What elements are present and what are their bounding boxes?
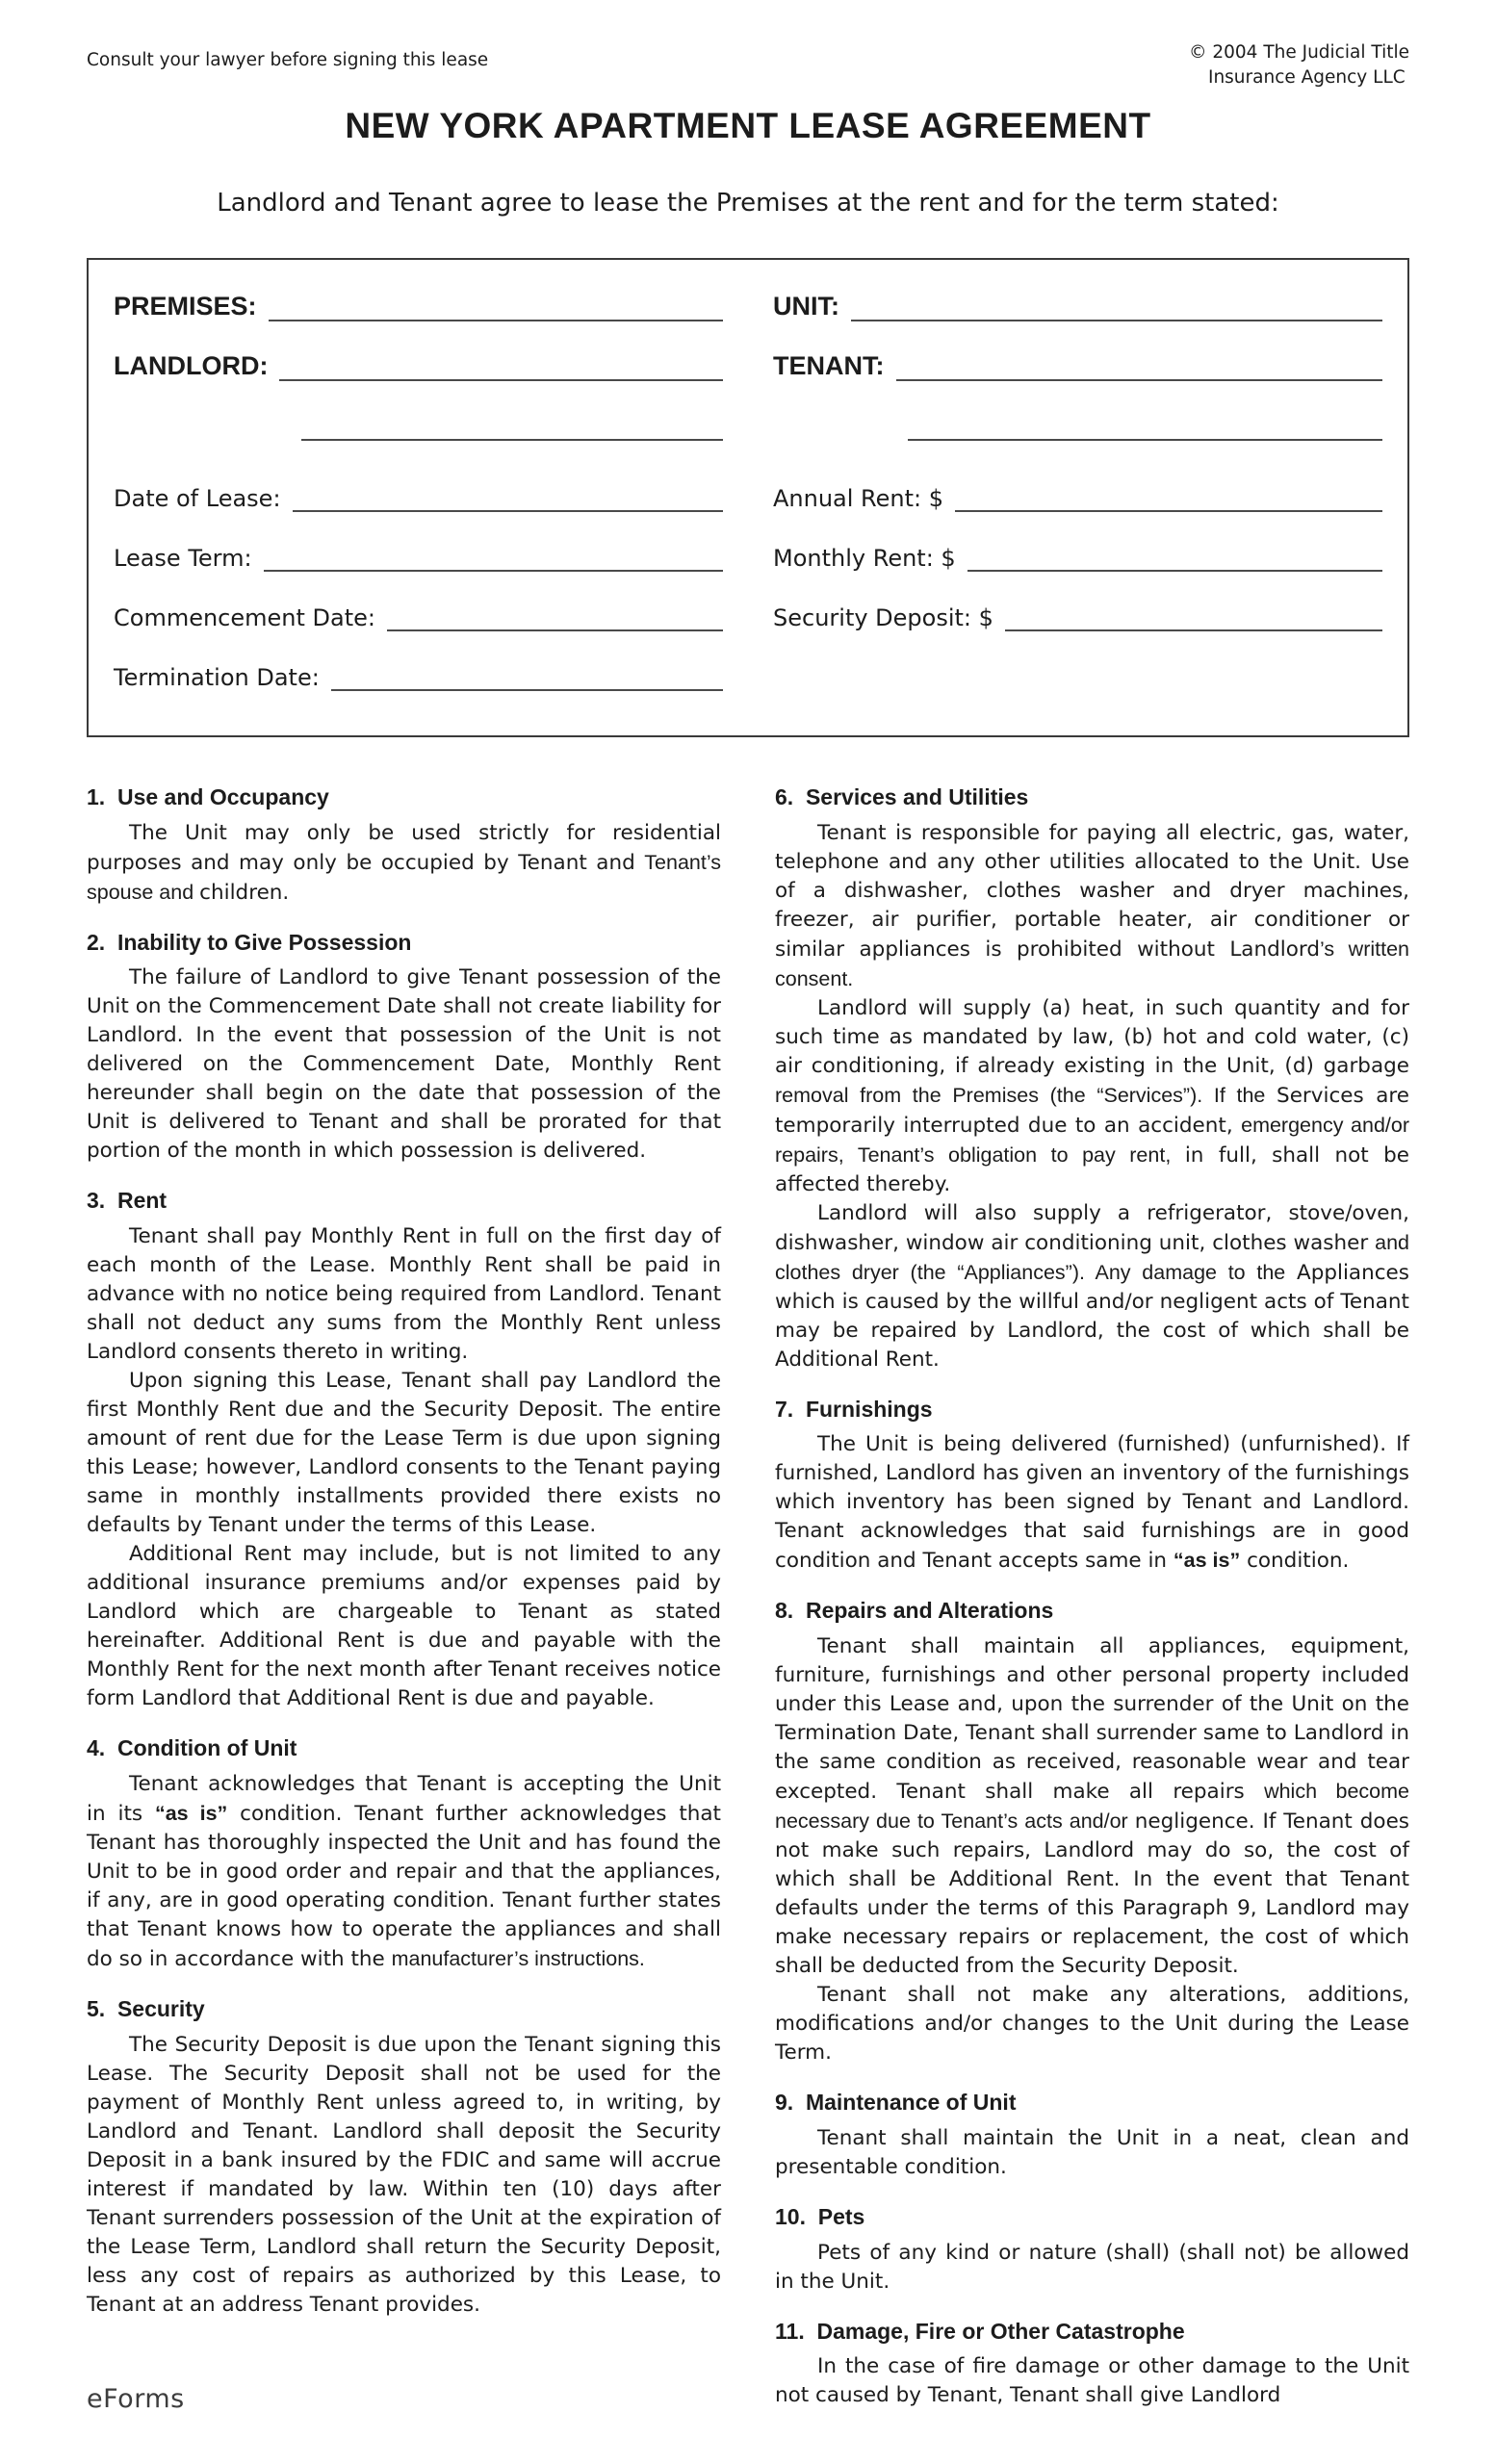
text-run: and clothes dryer (the “Appliances”). Any damage to the [775,1230,1409,1284]
text-run: removal from the Premises (the “Services”). If the [775,1083,1277,1107]
text-run: in full, shall not be affected thereby. [775,1142,1409,1196]
paragraph [775,2352,1409,2410]
text-run: Landlord will supply (a) heat, in such quantity and for such time as mandated by law, (b) hot and cold water, (c) air conditioning, if already existing in the Unit, (d) garbage [775,995,1409,1078]
paragraph [775,1430,1409,1576]
annual-rent-cell [773,479,1382,512]
tenant-label: TENANT: [773,350,885,380]
text-run: Appliances which is caused by the willful and/or negligent acts of Tenant may be repaired by Landlord, the cost of which shall be Additional Rent. [775,1260,1409,1372]
section-heading: 9. Maintenance of Unit [775,2090,1017,2116]
tenant-continuation-blank-field [908,408,1382,441]
paragraph [775,2239,1409,2297]
tenant-cell [773,348,1382,381]
termination-date-blank-field [331,658,723,691]
document-header [87,40,1409,90]
text-run: condition. [1240,1549,1350,1574]
landlord-blank-field [279,348,723,381]
section-heading: 2. Inability to Give Possession [87,929,412,955]
landlord-label: LANDLORD: [114,350,269,380]
form-row-premises-unit [114,289,1382,321]
security-deposit-label: Security Deposit: $ [773,603,993,631]
text-run: “as is” [154,1801,228,1825]
paragraph [775,1632,1409,1981]
text-run: Tenant is responsible for paying all electric, gas, water, telephone and any other utilities allocated to the Unit. Use of a dishwasher, clothes washer and dryer machines, freezer, air purifier, portable heater, air conditioner or similar appliances is prohibited without Landlord [775,820,1409,962]
monthly-rent-cell [773,539,1382,572]
form-row-continuation-lines [114,408,1382,441]
page-title: NEW YORK APARTMENT LEASE AGREEMENT [345,105,1151,145]
text-run: emergency and/or repairs, Tenant’s obligation to pay rent, [775,1113,1409,1167]
disclaimer-text: Consult your lawyer before signing this lease [87,50,489,70]
section-heading: 10. Pets [775,2203,865,2229]
form-row-commencement-security [114,599,1382,631]
right-column [775,783,1409,2411]
text-run: Tenant shall not make any alterations, additions, modifications and/or changes to the Unit during the Lease Term. [775,1983,1409,2066]
paragraph [775,1981,1409,2067]
text-run: Tenant acknowledges that Tenant is accepting the Unit in its [87,1771,721,1826]
lease-term-blank-field [264,539,723,572]
text-run: The Unit may only be used strictly for residential purposes and may only be occupied by Tenant and [87,820,721,875]
security-deposit-cell [773,599,1382,631]
paragraph [87,1770,721,1974]
text-run: Landlord will also supply a refrigerator, stove/oven, dishwasher, window air conditioning unit, clothes washer [775,1200,1409,1255]
paragraph [775,994,1409,1199]
section-heading: 3. Rent [87,1188,168,1214]
commencement-date-label: Commencement Date: [114,603,375,631]
section-heading: 11. Damage, Fire or Other Catastrophe [775,2318,1185,2344]
section-heading: 6. Services and Utilities [775,783,1029,809]
text-run: The Security Deposit is due upon the Tenant signing this Lease. The Security Deposit shall not be used for the payment of Monthly Rent unless agreed to, in writing, by Landlord and Tenant. Landlord shall deposit the Security Deposit in a bank insured by the FDIC and same will accrue interest if mandated by law. Within ten (10) days after Tenant surrenders possession of the Unit at the expiration of the Lease Term, Landlord shall return the Security Deposit, less any cost of repairs as authorized by this Lease, to Tenant at an address Tenant provides. [87,2032,721,2317]
left-column [87,783,721,2411]
date-of-lease-blank-field [293,479,723,512]
section-heading: 5. Security [87,1995,205,2021]
text-run: Upon signing this Lease, Tenant shall pay Landlord the first Monthly Rent due and the Security Deposit. The entire amount of rent due for the Lease Term is due upon signing this Lease; however, Landlord consents to the Tenant paying same in monthly installments provided there exists no defaults by Tenant under the terms of this Lease. [87,1369,721,1538]
paragraph [87,819,721,908]
annual-rent-blank-field [955,479,1382,512]
tenant-blank-field [896,348,1383,381]
unit-cell [773,289,1382,321]
lease-term-label: Lease Term: [114,544,252,572]
text-run: The failure of Landlord to give Tenant possession of the Unit on the Commencement Date shall not create liability for Landlord. In the event that possession of the Unit is not delivered on the Commencement Date, Monthly Rent hereunder shall begin on the date that possession of the Unit is delivered to Tenant and shall be prorated for that portion of the month in which possession is delivered. [87,965,721,1164]
copyright-block [1189,40,1409,90]
section-heading: 7. Furnishings [775,1396,933,1422]
tenant-continuation-cell [773,408,1382,441]
text-run: ’s written consent. [775,937,1410,990]
text-run: Tenant shall maintain the Unit in a neat, clean and presentable condition. [775,2125,1409,2179]
text-run: In the case of fire damage or other damage to the Unit not caused by Tenant, Tenant shall give Landlord [775,2354,1409,2408]
date-of-lease-cell [114,479,723,512]
body-columns [87,783,1409,2411]
section-heading: 8. Repairs and Alterations [775,1598,1054,1624]
form-row-leaseterm-monthlyrent [114,539,1382,572]
lease-term-cell [114,539,723,572]
form-row-termination [114,658,1382,691]
lease-terms-box [87,258,1409,737]
text-run: Tenant shall maintain all appliances, equipment, furniture, furnishings and other personal property included under this Lease and, upon the surrender of the Unit on the Termination Date, Tenant shall surrender same to Landlord in the same condition as received, reasonable wear and tear excepted. Tenant shall make all repairs [775,1634,1409,1805]
annual-rent-label: Annual Rent: $ [773,484,944,512]
section-heading: 1. Use and Occupancy [87,783,329,809]
unit-label: UNIT: [773,291,839,321]
paragraph [775,819,1409,994]
security-deposit-blank-field [1005,599,1382,631]
termination-row-spacer [773,658,1382,691]
text-run: which become necessary due to Tenant’s acts and/or [775,1780,1409,1834]
monthly-rent-blank-field [967,539,1382,572]
section-heading: 4. Condition of Unit [87,1735,297,1761]
text-run: Tenant shall pay Monthly Rent in full on the first day of each month of the Lease. Monthly Rent shall be paid in advance with no notice being required from Landlord. Tenant shall not deduct any sums from the Monthly Rent unless Landlord consents thereto in writing. [87,1224,721,1365]
text-run: Tenant’s spouse and [87,850,721,904]
text-run: “as is” [1173,1549,1241,1573]
paragraph [87,1367,721,1540]
text-run: condition. Tenant further acknowledges that Tenant has thoroughly inspected the Unit and has found the Unit to be in good order and repair and that the appliances, if any, are in good operating condition. Tenant further states that Tenant knows how to operate the appliances and shall do so in accordance with the [87,1801,721,1971]
text-run: Pets of any kind or nature (shall) (shall not) be allowed in the Unit. [775,2240,1409,2294]
commencement-date-blank-field [387,599,723,631]
paragraph [775,1199,1409,1374]
commencement-date-cell [114,599,723,631]
copyright-line1: © 2004 The Judicial Title [1188,42,1409,63]
form-row-date-annualrent [114,479,1382,512]
text-run: children. [199,880,290,905]
form-row-landlord-tenant [114,348,1382,381]
paragraph [87,1540,721,1713]
eforms-logo: eForms [87,2384,185,2414]
landlord-continuation-cell [114,408,723,441]
text-run: The Unit is being delivered (furnished) (unfurnished). If furnished, Landlord has given an inventory of the furnishings which inventory has been signed by Tenant and Landlord. Tenant acknowledges that said furnishings are in good condition and Tenant accepts same in [775,1432,1409,1574]
landlord-continuation-blank-field [301,408,723,441]
termination-date-cell [114,658,723,691]
document-subtitle: Landlord and Tenant agree to lease the Premises at the rent and for the term stated: [217,188,1279,218]
date-of-lease-label: Date of Lease: [114,484,281,512]
premises-label: PREMISES: [114,291,257,321]
paragraph [775,2124,1409,2182]
paragraph [87,1222,721,1367]
text-run: Services are temporarily interrupted due to an accident, [775,1083,1410,1138]
paragraph [87,2031,721,2320]
premises-cell [114,289,723,321]
premises-blank-field [269,289,723,321]
text-run: manufacturer’s instructions. [391,1946,645,1970]
text-run: negligence. If Tenant does not make such repairs, Landlord may do so, the cost of which shall be Additional Rent. In the event that Tenant defaults under the terms of this Paragraph 9, Landlord may make necessary repairs or replacement, the cost of which shall be deducted from the Security Deposit. [775,1810,1409,1979]
termination-date-label: Termination Date: [114,663,320,691]
monthly-rent-label: Monthly Rent: $ [773,544,956,572]
copyright-line2: Insurance Agency LLC [1207,66,1406,88]
landlord-cell [114,348,723,381]
paragraph [87,963,721,1166]
unit-blank-field [851,289,1382,321]
text-run: Additional Rent may include, but is not limited to any additional insurance premiums and/or expenses paid by Landlord which are chargeable to Tenant as stated hereinafter. Additional Rent is due and payable with the Monthly Rent for the next month after Tenant receives notice form Landlord that Additional Rent is due and payable. [87,1542,721,1711]
